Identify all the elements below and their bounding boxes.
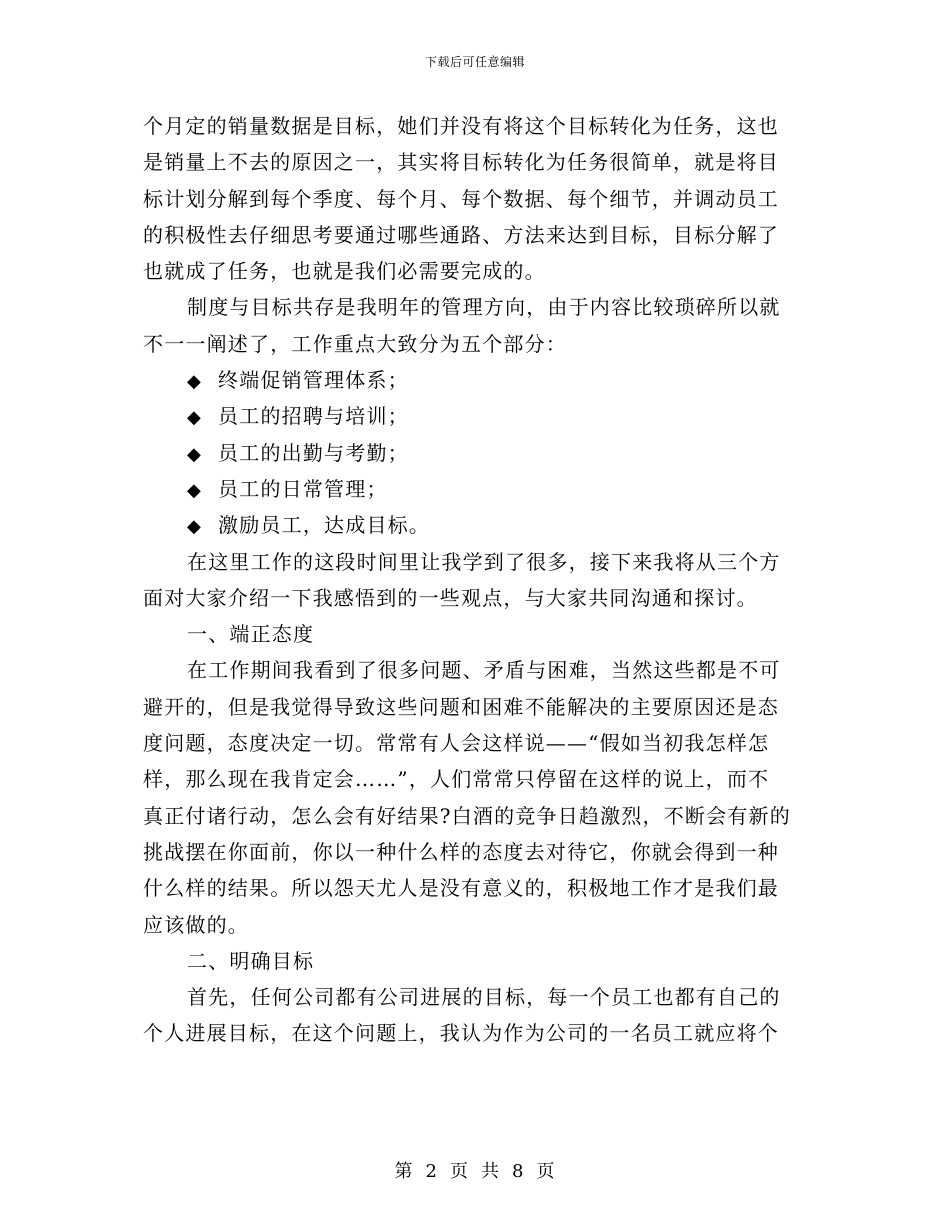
text-line: 真正付诸行动，怎么会有好结果?白酒的竞争日趋激烈，不断会有新的 <box>143 803 791 828</box>
list-item <box>143 507 808 543</box>
text-line: 挑战摆在你面前，你以一种什么样的态度去对待它，你就会得到一种 <box>143 839 779 864</box>
list-item-text: 激励员工，达成目标。 <box>218 513 431 538</box>
section-heading: 二、明确目标 <box>187 948 315 973</box>
current-page-number: 2 <box>425 1161 438 1182</box>
text-line: 标计划分解到每个季度、每个月、每个数据、每个细节，并调动员工 <box>143 186 779 211</box>
diamond-bullet-icon: ◆ <box>187 407 203 429</box>
text-line: 制度与目标共存是我明年的管理方向，由于内容比较琐碎所以就 <box>187 295 781 320</box>
text-line: 是销量上不去的原因之一，其实将目标转化为任务很简单，就是将目 <box>143 150 779 175</box>
diamond-bullet-icon: ◆ <box>187 479 203 501</box>
page-header: 下载后可任意编辑 <box>424 55 525 69</box>
footer-prefix: 第 <box>394 1161 414 1182</box>
text-line: 样，那么现在我肯定会……”，人们常常只停留在这样的说上，而不 <box>143 767 770 792</box>
list-item-text: 员工的出勤与考勤； <box>218 440 409 465</box>
text-line: 应该做的。 <box>143 912 249 937</box>
text-line: 也就成了任务，也就是我们必需要完成的。 <box>143 259 546 284</box>
list-item-text: 员工的日常管理； <box>218 476 388 501</box>
list-item-text: 员工的招聘与培训； <box>218 404 409 429</box>
list-item-text: 终端促销管理体系； <box>218 368 409 393</box>
text-line: 首先，任何公司都有公司进展的目标，每一个员工也都有自己的 <box>187 985 781 1010</box>
section-heading: 一、端正态度 <box>187 622 315 647</box>
document-body <box>143 108 808 1052</box>
page-footer <box>0 1157 950 1183</box>
text-line: 面对大家介绍一下我感悟到的一些观点，与大家共同沟通和探讨。 <box>143 585 758 610</box>
text-line: 度问题，态度决定一切。常常有人会这样说——“假如当初我怎样怎 <box>143 731 770 756</box>
footer-total-label: 共 <box>481 1161 500 1182</box>
text-line: 在这里工作的这段时间里让我学到了很多，接下来我将从三个方 <box>187 549 781 574</box>
diamond-bullet-icon: ◆ <box>187 516 203 538</box>
list-item <box>143 435 808 471</box>
text-line: 什么样的结果。所以怨天尤人是没有意义的，积极地工作才是我们最 <box>143 876 779 901</box>
text-line: 避开的，但是我觉得导致这些问题和困难不能解决的主要原因还是态 <box>143 694 779 719</box>
list-item <box>143 471 808 507</box>
text-line: 个人进展目标，在这个问题上，我认为作为公司的一名员工就应将个 <box>143 1021 779 1046</box>
footer-suffix: 页 <box>536 1161 556 1182</box>
text-line: 在工作期间我看到了很多问题、矛盾与困难，当然这些都是不可 <box>187 658 781 683</box>
list-item <box>143 362 808 398</box>
total-page-count: 8 <box>512 1161 525 1182</box>
text-line: 的积极性去仔细思考要通过哪些通路、方法来达到目标，目标分解了 <box>143 222 779 247</box>
footer-page-label: 页 <box>450 1161 469 1182</box>
list-item <box>143 398 808 434</box>
text-line: 个月定的销量数据是目标，她们并没有将这个目标转化为任务，这也 <box>143 114 779 138</box>
diamond-bullet-icon: ◆ <box>187 371 203 393</box>
diamond-bullet-icon: ◆ <box>187 443 203 465</box>
text-line: 不一一阐述了，工作重点大致分为五个部分： <box>143 331 567 356</box>
